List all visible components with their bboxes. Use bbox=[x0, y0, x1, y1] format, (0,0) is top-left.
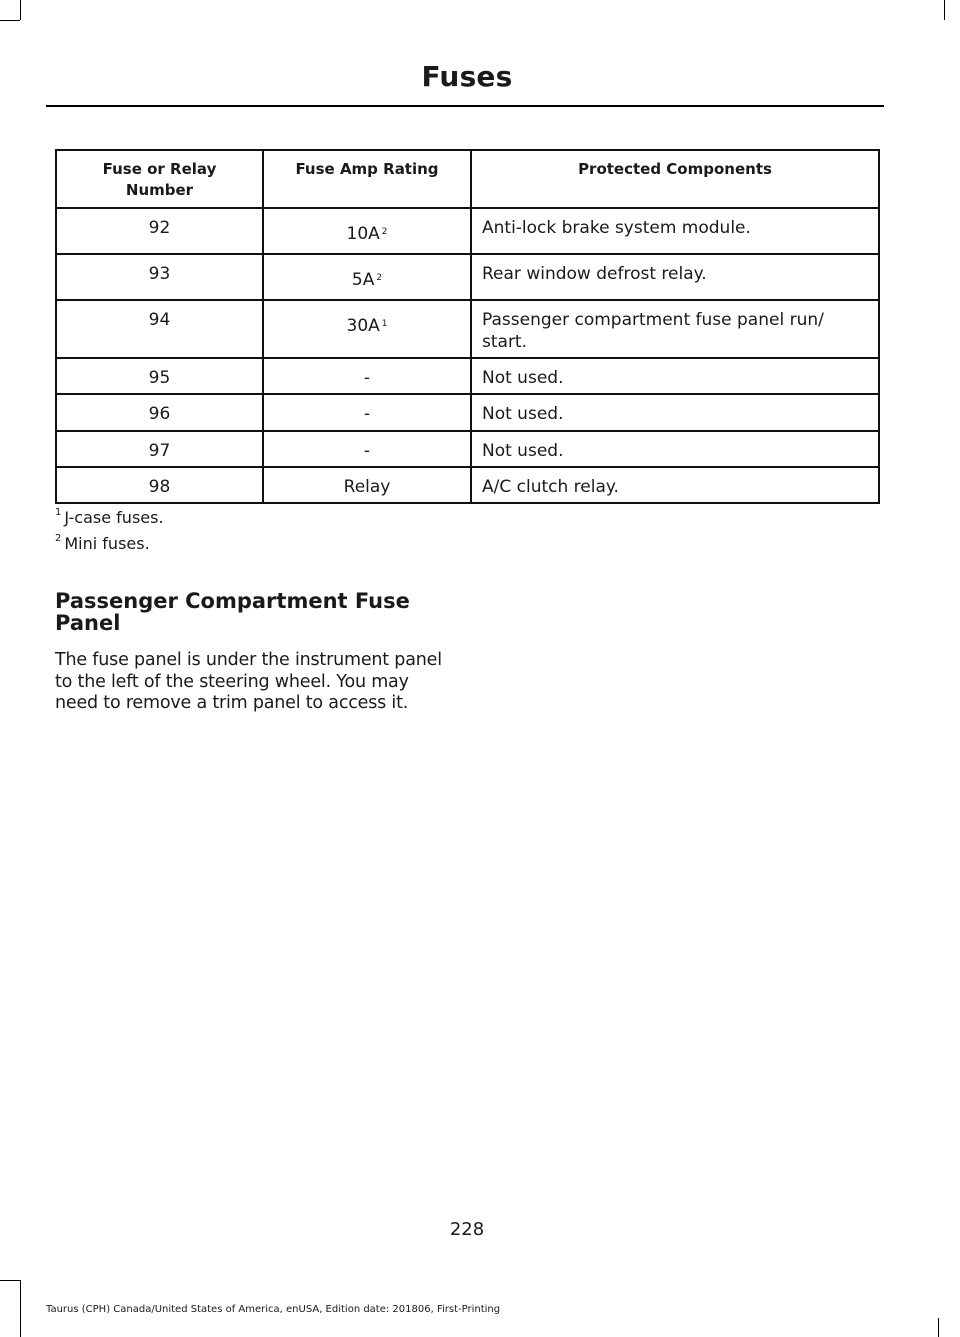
column-header-amp: Fuse Amp Rating bbox=[263, 150, 471, 208]
table-row bbox=[56, 208, 879, 254]
footnote-2 bbox=[55, 534, 150, 553]
protected-component: Not used. bbox=[471, 358, 879, 394]
protected-component: Rear window defrost relay. bbox=[471, 254, 879, 300]
fuse-number: 97 bbox=[56, 431, 263, 467]
amp-rating: Relay bbox=[263, 467, 471, 503]
protected-component: Not used. bbox=[471, 431, 879, 467]
amp-footnote-ref: 2 bbox=[376, 273, 383, 283]
fuse-number: 98 bbox=[56, 467, 263, 503]
table-row bbox=[56, 254, 879, 300]
page-title: Fuses bbox=[421, 60, 513, 93]
fuse-number: 94 bbox=[56, 300, 263, 358]
amp-rating: - bbox=[263, 394, 471, 431]
amp-value: 10A bbox=[346, 224, 380, 244]
header-divider bbox=[46, 105, 884, 107]
amp-value: 5A bbox=[351, 270, 375, 290]
amp-rating: - bbox=[263, 358, 471, 394]
fuse-table bbox=[55, 149, 880, 504]
column-header-components: Protected Components bbox=[471, 150, 879, 208]
table-row bbox=[56, 431, 879, 467]
table-row bbox=[56, 394, 879, 431]
footnote-text: J-case fuses. bbox=[64, 508, 164, 527]
column-header-number: Fuse or Relay Number bbox=[56, 150, 263, 208]
amp-rating bbox=[263, 208, 471, 254]
protected-component: Not used. bbox=[471, 394, 879, 431]
crop-mark-bottom-left-h bbox=[0, 1280, 20, 1281]
protected-component: Passenger compartment fuse panel run/ start. bbox=[471, 300, 879, 358]
protected-component: Anti-lock brake system module. bbox=[471, 208, 879, 254]
crop-mark-top-left-h bbox=[0, 20, 20, 21]
amp-footnote-ref: 2 bbox=[381, 227, 388, 237]
table-row bbox=[56, 358, 879, 394]
fuse-number: 95 bbox=[56, 358, 263, 394]
amp-rating bbox=[263, 254, 471, 300]
amp-rating bbox=[263, 300, 471, 358]
table-row bbox=[56, 467, 879, 503]
fuse-number: 92 bbox=[56, 208, 263, 254]
page-number: 228 bbox=[449, 1219, 485, 1240]
section-heading: Passenger Compartment Fuse Panel bbox=[55, 589, 410, 635]
fuse-number: 93 bbox=[56, 254, 263, 300]
fuse-number: 96 bbox=[56, 394, 263, 431]
footnote-1 bbox=[55, 508, 164, 527]
amp-footnote-ref: 1 bbox=[381, 319, 388, 329]
crop-mark-top-left-v bbox=[20, 0, 21, 20]
footnote-mark: 2 bbox=[55, 533, 62, 544]
table-row bbox=[56, 300, 879, 358]
table-header-row bbox=[56, 150, 879, 208]
crop-mark-bottom-left-v bbox=[20, 1280, 21, 1337]
edition-footer: Taurus (CPH) Canada/United States of America, enUSA, Edition date: 201806, First-Printing bbox=[46, 1304, 501, 1315]
protected-component: A/C clutch relay. bbox=[471, 467, 879, 503]
amp-rating: - bbox=[263, 431, 471, 467]
footnote-text: Mini fuses. bbox=[64, 534, 150, 553]
crop-mark-top-right bbox=[944, 0, 945, 20]
footnote-mark: 1 bbox=[55, 507, 62, 518]
amp-value: 30A bbox=[346, 316, 380, 336]
section-body: The fuse panel is under the instrument panel to the left of the steering wheel. You may need to remove a trim panel to access it. bbox=[55, 650, 442, 713]
crop-mark-bottom-right bbox=[938, 1318, 939, 1337]
